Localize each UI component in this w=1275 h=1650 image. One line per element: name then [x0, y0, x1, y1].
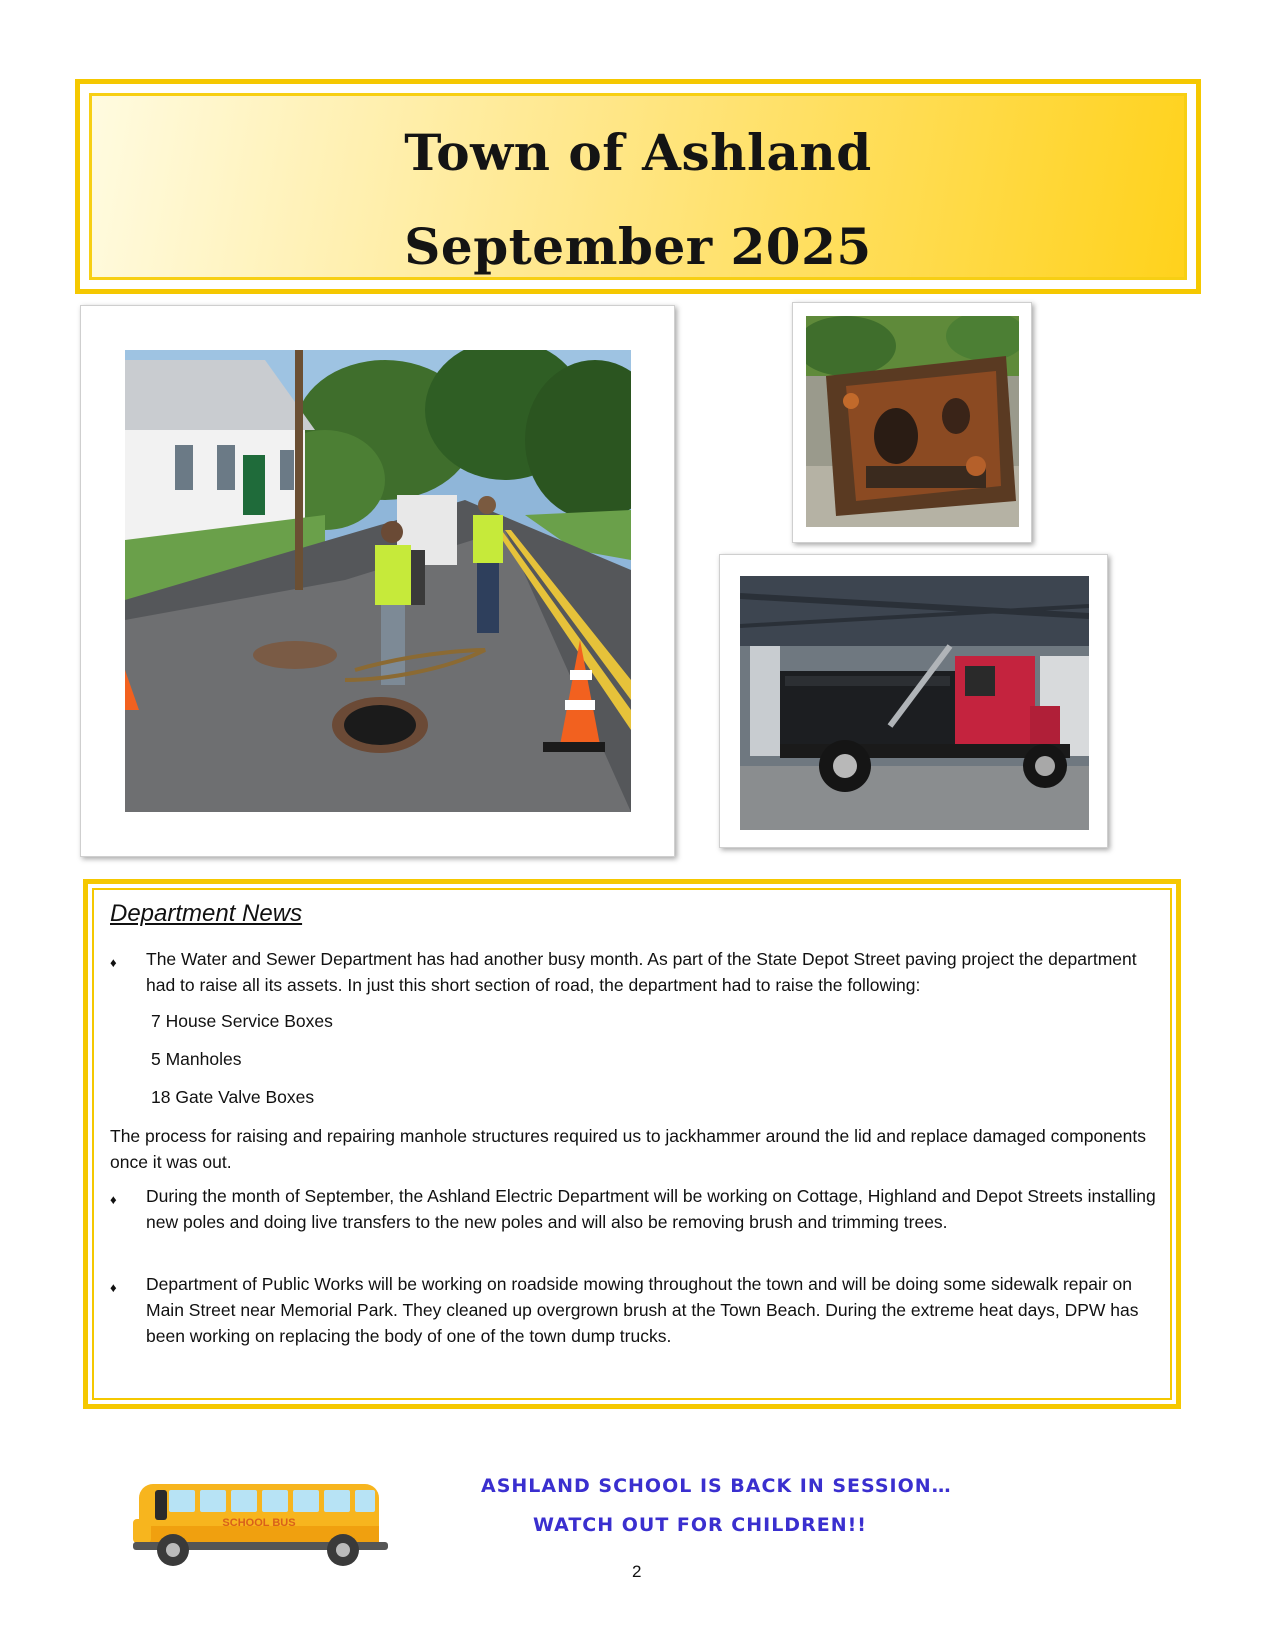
photo-frame-rust [792, 302, 1032, 543]
bullet-icon: ♦ [110, 1192, 117, 1207]
page-number: 2 [632, 1562, 642, 1581]
photo-frame-truck [719, 554, 1108, 848]
news-paragraph-manhole: The process for raising and repairing manhole structures required us to jackhammer around the lid and replace damaged components once it was out. [110, 1126, 1146, 1172]
photo-frame-crew [80, 305, 675, 857]
department-news-box [83, 879, 1181, 1409]
department-news-inner [92, 888, 1172, 1400]
school-notice-line1: ASHLAND SCHOOL IS BACK IN SESSION… [481, 1475, 952, 1497]
school-bus-icon [133, 1474, 388, 1572]
jackhammer-crew-photo [125, 350, 631, 812]
newsletter-date: September 2025 [404, 217, 872, 276]
list-item: 18 Gate Valve Boxes [151, 1087, 315, 1107]
news-item-water-sewer: The Water and Sewer Department has had another busy month. As part of the State Depot Street paving project the department had to raise all its assets. In just this short section of road, the department had to raise the following: [146, 949, 1137, 995]
dump-truck-photo [740, 576, 1089, 830]
bus-label: SCHOOL BUS [222, 1517, 296, 1529]
list-item: 5 Manholes [151, 1049, 242, 1069]
newsletter-title: Town of Ashland [404, 123, 872, 182]
list-item: 7 House Service Boxes [151, 1011, 333, 1031]
title-banner-inner [89, 93, 1187, 280]
news-item-public-works: Department of Public Works will be working on roadside mowing throughout the town and will be doing some sidewalk repair on Main Street near Memorial Park. They cleaned up overgrown brush at the Town Beach. During the extreme heat days, DPW has been working on replacing the body of one of the town dump trucks. [146, 1274, 1139, 1346]
bullet-icon: ♦ [110, 955, 117, 970]
bullet-icon: ♦ [110, 1280, 117, 1295]
title-banner [75, 79, 1201, 294]
school-notice-line2: WATCH OUT FOR CHILDREN!! [533, 1514, 867, 1536]
department-news-heading: Department News [110, 900, 303, 927]
news-item-electric: During the month of September, the Ashland Electric Department will be working on Cottage, Highland and Depot Streets installing new poles and doing live transfers to the new poles and will also be removing brush and trimming trees. [146, 1186, 1156, 1232]
rusted-truck-body-photo [806, 316, 1019, 527]
